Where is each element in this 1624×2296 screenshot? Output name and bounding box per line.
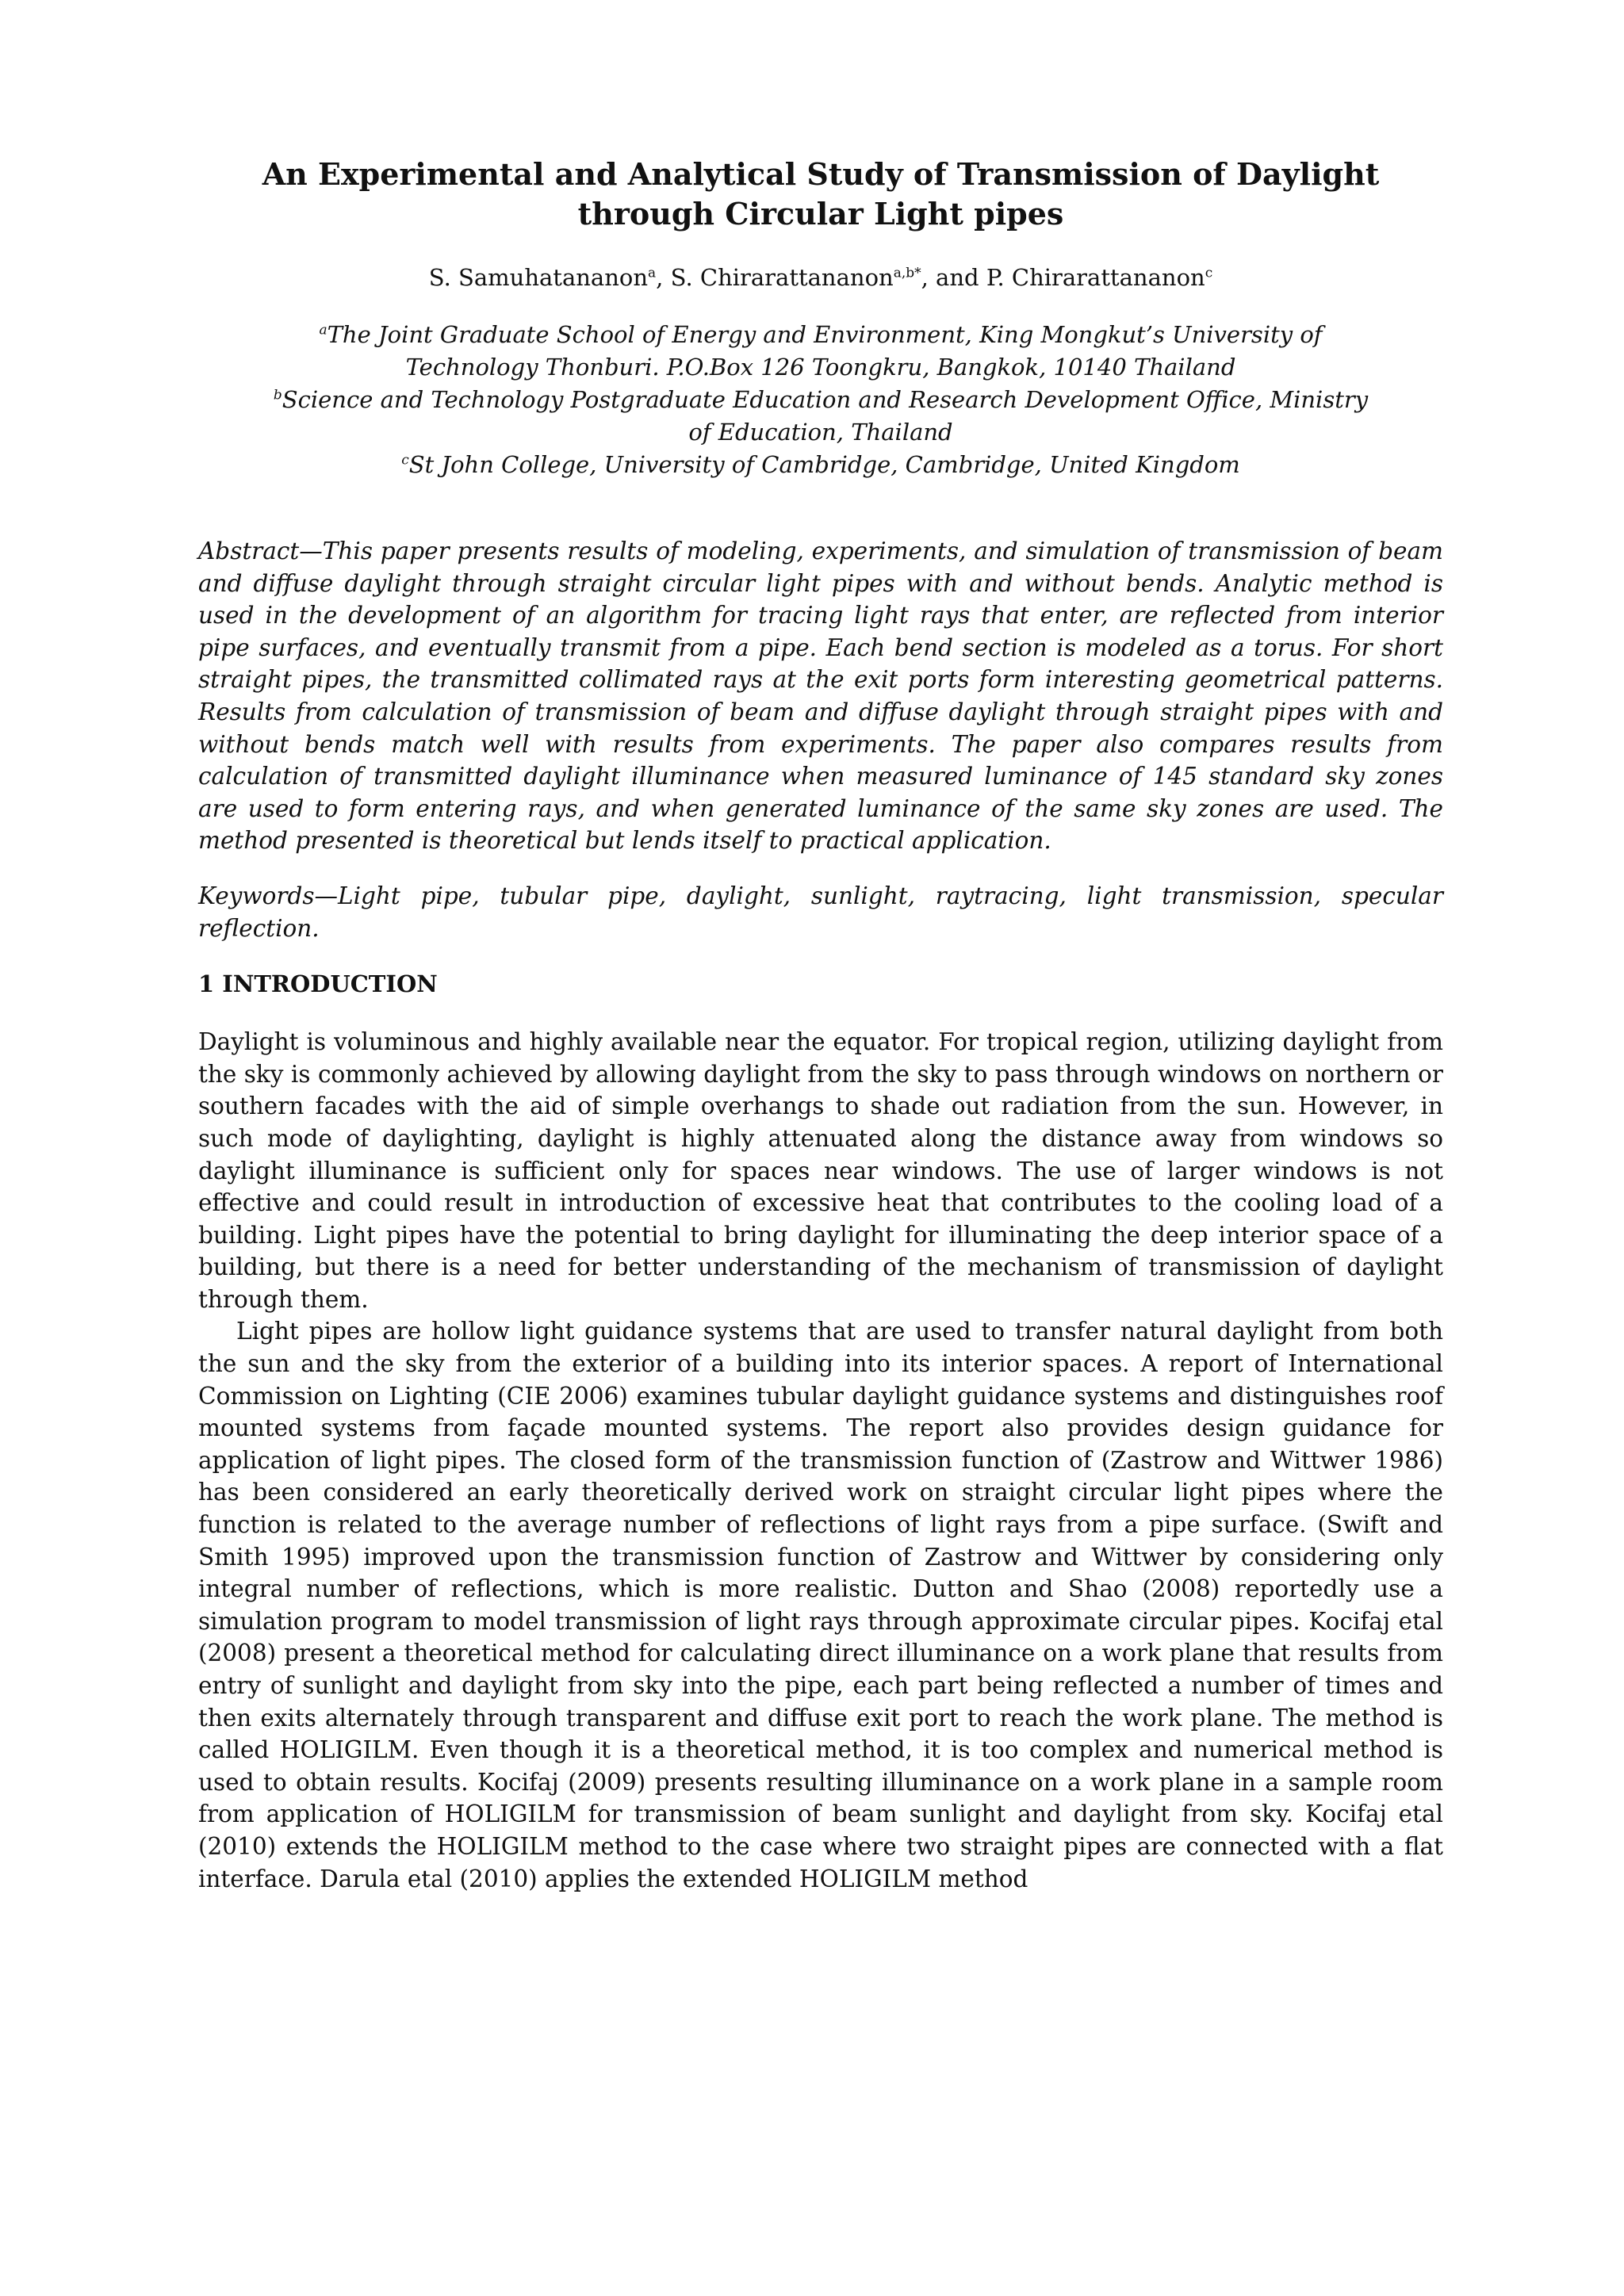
- section-heading: 1 INTRODUCTION: [198, 970, 438, 998]
- abstract: Abstract—This paper presents results of modeling, experiments, and simulation of transmission of beam and diffuse daylight through straight circular light pipes with and without bends. Analytic method is used in the development of an algorithm for tracing light rays that enter, are reflected from interior pipe surfaces, and eventually transmit from a pipe. Each bend section is modeled as a torus. For short straight pipes, the transmitted collimated rays at the exit ports form interesting geometrical patterns. Results from calculation of transmission of beam and diffuse daylight through straight pipes with and without bends match well with results from experiments. The paper also compares results from calculation of transmitted daylight illuminance when measured luminance of 145 standard sky zones are used to form entering rays, and when generated luminance of the same sky zones are used. The method presented is theoretical but lends itself to practical application.: [198, 538, 1443, 855]
- author-1-affil: a: [648, 265, 657, 281]
- affiliations: [198, 319, 1443, 481]
- author-list: [198, 262, 1443, 293]
- author-2-affil: a,b*: [893, 265, 921, 281]
- title-line-2: through Circular Light pipes: [577, 196, 1064, 232]
- author-separator: , and: [921, 264, 986, 291]
- author-1: S. Samuhatananon: [428, 264, 649, 291]
- author-2: S. Chirarattananon: [670, 264, 894, 291]
- affiliation-c: $^c$St John College, University of Cambridge, Cambridge, United Kingdom: [401, 451, 1240, 478]
- author-3: P. Chirarattananon: [986, 264, 1205, 291]
- body-paragraph: Light pipes are hollow light guidance systems that are used to transfer natural daylight from both the sun and the sky from the exterior of a building into its interior spaces. A report of International Commission on Lighting (CIE 2006) examines tubular daylight guidance systems and distinguishes roof mounted systems from façade mounted systems. The report also provides design guidance for application of light pipes. The closed form of the transmission function of (Zastrow and Wittwer 1986) has been considered an early theoretically derived work on straight circular light pipes where the function is related to the average number of reflections of light rays from a pipe surface. (Swift and Smith 1995) improved upon the transmission function of Zastrow and Wittwer by considering only integral number of reflections, which is more realistic. Dutton and Shao (2008) reportedly use a simulation program to model transmission of light rays through approximate circular pipes. Kocifaj etal (2008) present a theoretical method for calculating direct illuminance on a work plane that results from entry of sunlight and daylight from sky into the pipe, each part being reflected a number of times and then exits alternately through transparent and diffuse exit port to reach the work plane. The method is called HOLIGILM. Even though it is a theoretical method, it is too complex and numerical method is used to obtain results. Kocifaj (2009) presents resulting illuminance on a work plane in a sample room from application of HOLIGILM for transmission of beam sunlight and daylight from sky. Kocifaj etal (2010) extends the HOLIGILM method to the case where two straight pipes are connected with a flat interface. Darula etal (2010) applies the extended HOLIGILM method: [198, 1318, 1443, 1892]
- keywords: Keywords—Light pipe, tubular pipe, daylight, sunlight, raytracing, light transmission, specular reflection.: [198, 882, 1443, 943]
- title-line-1: An Experimental and Analytical Study of Transmission of Daylight: [262, 156, 1380, 192]
- affiliation-b-cont: of Education, Thailand: [688, 419, 953, 446]
- affiliation-a: $^a$The Joint Graduate School of Energy and Environment, King Mongkut’s University of: [319, 321, 1323, 348]
- affiliation-a-cont: Technology Thonburi. P.O.Box 126 Toongkru, Bangkok, 10140 Thailand: [405, 354, 1236, 381]
- body-paragraph: Daylight is voluminous and highly available near the equator. For tropical region, utilizing daylight from the sky is commonly achieved by allowing daylight from the sky to pass through windows on northern or southern facades with the aid of simple overhangs to shade out radiation from the sun. However, in such mode of daylighting, daylight is highly attenuated along the distance away from windows so daylight illuminance is sufficient only for spaces near windows. The use of larger windows is not effective and could result in introduction of excessive heat that contributes to the cooling load of a building. Light pipes have the potential to bring daylight for illuminating the deep interior space of a building, but there is a need for better understanding of the mechanism of transmission of daylight through them.: [198, 1028, 1443, 1313]
- paper-title: [198, 155, 1443, 234]
- affiliation-b: $^b$Science and Technology Postgraduate Education and Research Development Office, Ministry: [273, 386, 1369, 413]
- author-separator: ,: [656, 264, 671, 291]
- author-3-affil: c: [1205, 265, 1213, 281]
- paper-page: [198, 155, 1443, 1895]
